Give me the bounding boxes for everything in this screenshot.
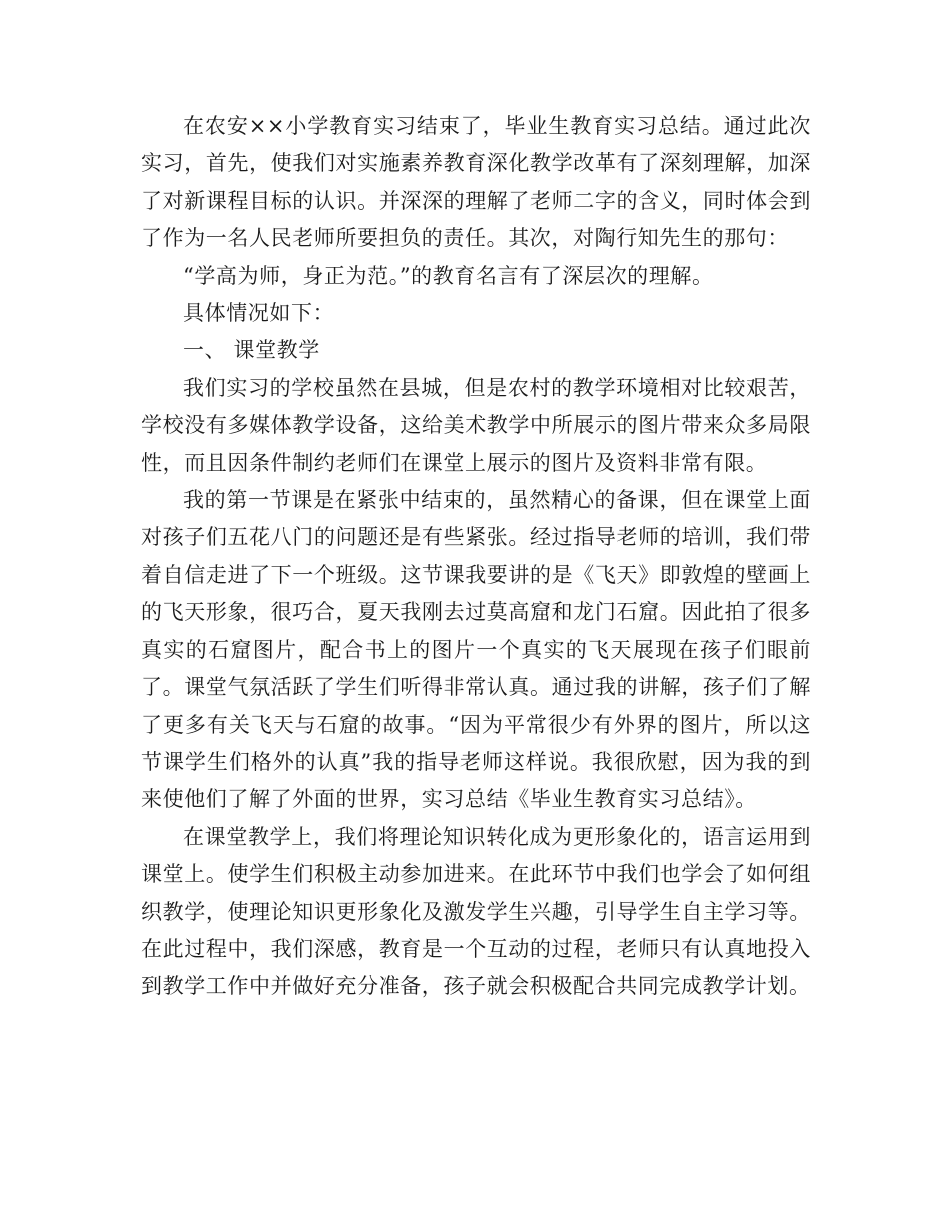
paragraph-teaching-reflection: 在课堂教学上，我们将理论知识转化成为更形象化的，语言运用到课堂上。使学生们积极主动参加进来。在此环节中我们也学会了如何组织教学，使理论知识更形象化及激发学生兴趣，引导学生自主学习等。在此过程中，我们深感，教育是一个互动的过程，老师只有认真地投入到教学工作中并做好充分准备，孩子就会积极配合共同完成教学计划。	[141, 824, 811, 999]
document-body	[141, 108, 811, 1006]
paragraph-intro: 在农安××小学教育实习结束了，毕业生教育实习总结。通过此次实习，首先，使我们对实施素养教育深化教学改革有了深刻理解，加深了对新课程目标的认识。并深深的理解了老师二字的含义，同时体会到了作为一名人民老师所要担负的责任。其次，对陶行知先生的那句：	[141, 114, 811, 251]
paragraph-details-intro: 具体情况如下：	[183, 301, 335, 326]
paragraph-school-conditions: 我们实习的学校虽然在县城，但是农村的教学环境相对比较艰苦，学校没有多媒体教学设备，这给美术教学中所展示的图片带来众多局限性，而且因条件制约老师们在课堂上展示的图片及资料非常有限。	[141, 375, 811, 475]
paragraph-quote: “学高为师，身正为范。”的教育名言有了深层次的理解。	[183, 263, 714, 288]
section-heading-classroom-teaching: 一、 课堂教学	[183, 338, 320, 363]
paragraph-first-lesson: 我的第一节课是在紧张中结束的，虽然精心的备课，但在课堂上面对孩子们五花八门的问题还是有些紧张。经过指导老师的培训，我们带着自信走进了下一个班级。这节课我要讲的是《飞天》即敦煌的壁画上的飞天形象，很巧合，夏天我刚去过莫高窟和龙门石窟。因此拍了很多真实的石窟图片，配合书上的图片一个真实的飞天展现在孩子们眼前了。课堂气氛活跃了学生们听得非常认真。通过我的讲解，孩子们了解了更多有关飞天与石窟的故事。“因为平常很少有外界的图片，所以这节课学生们格外的认真”我的指导老师这样说。我很欣慰，因为我的到来使他们了解了外面的世界，实习总结《毕业生教育实习总结》。	[141, 488, 811, 812]
